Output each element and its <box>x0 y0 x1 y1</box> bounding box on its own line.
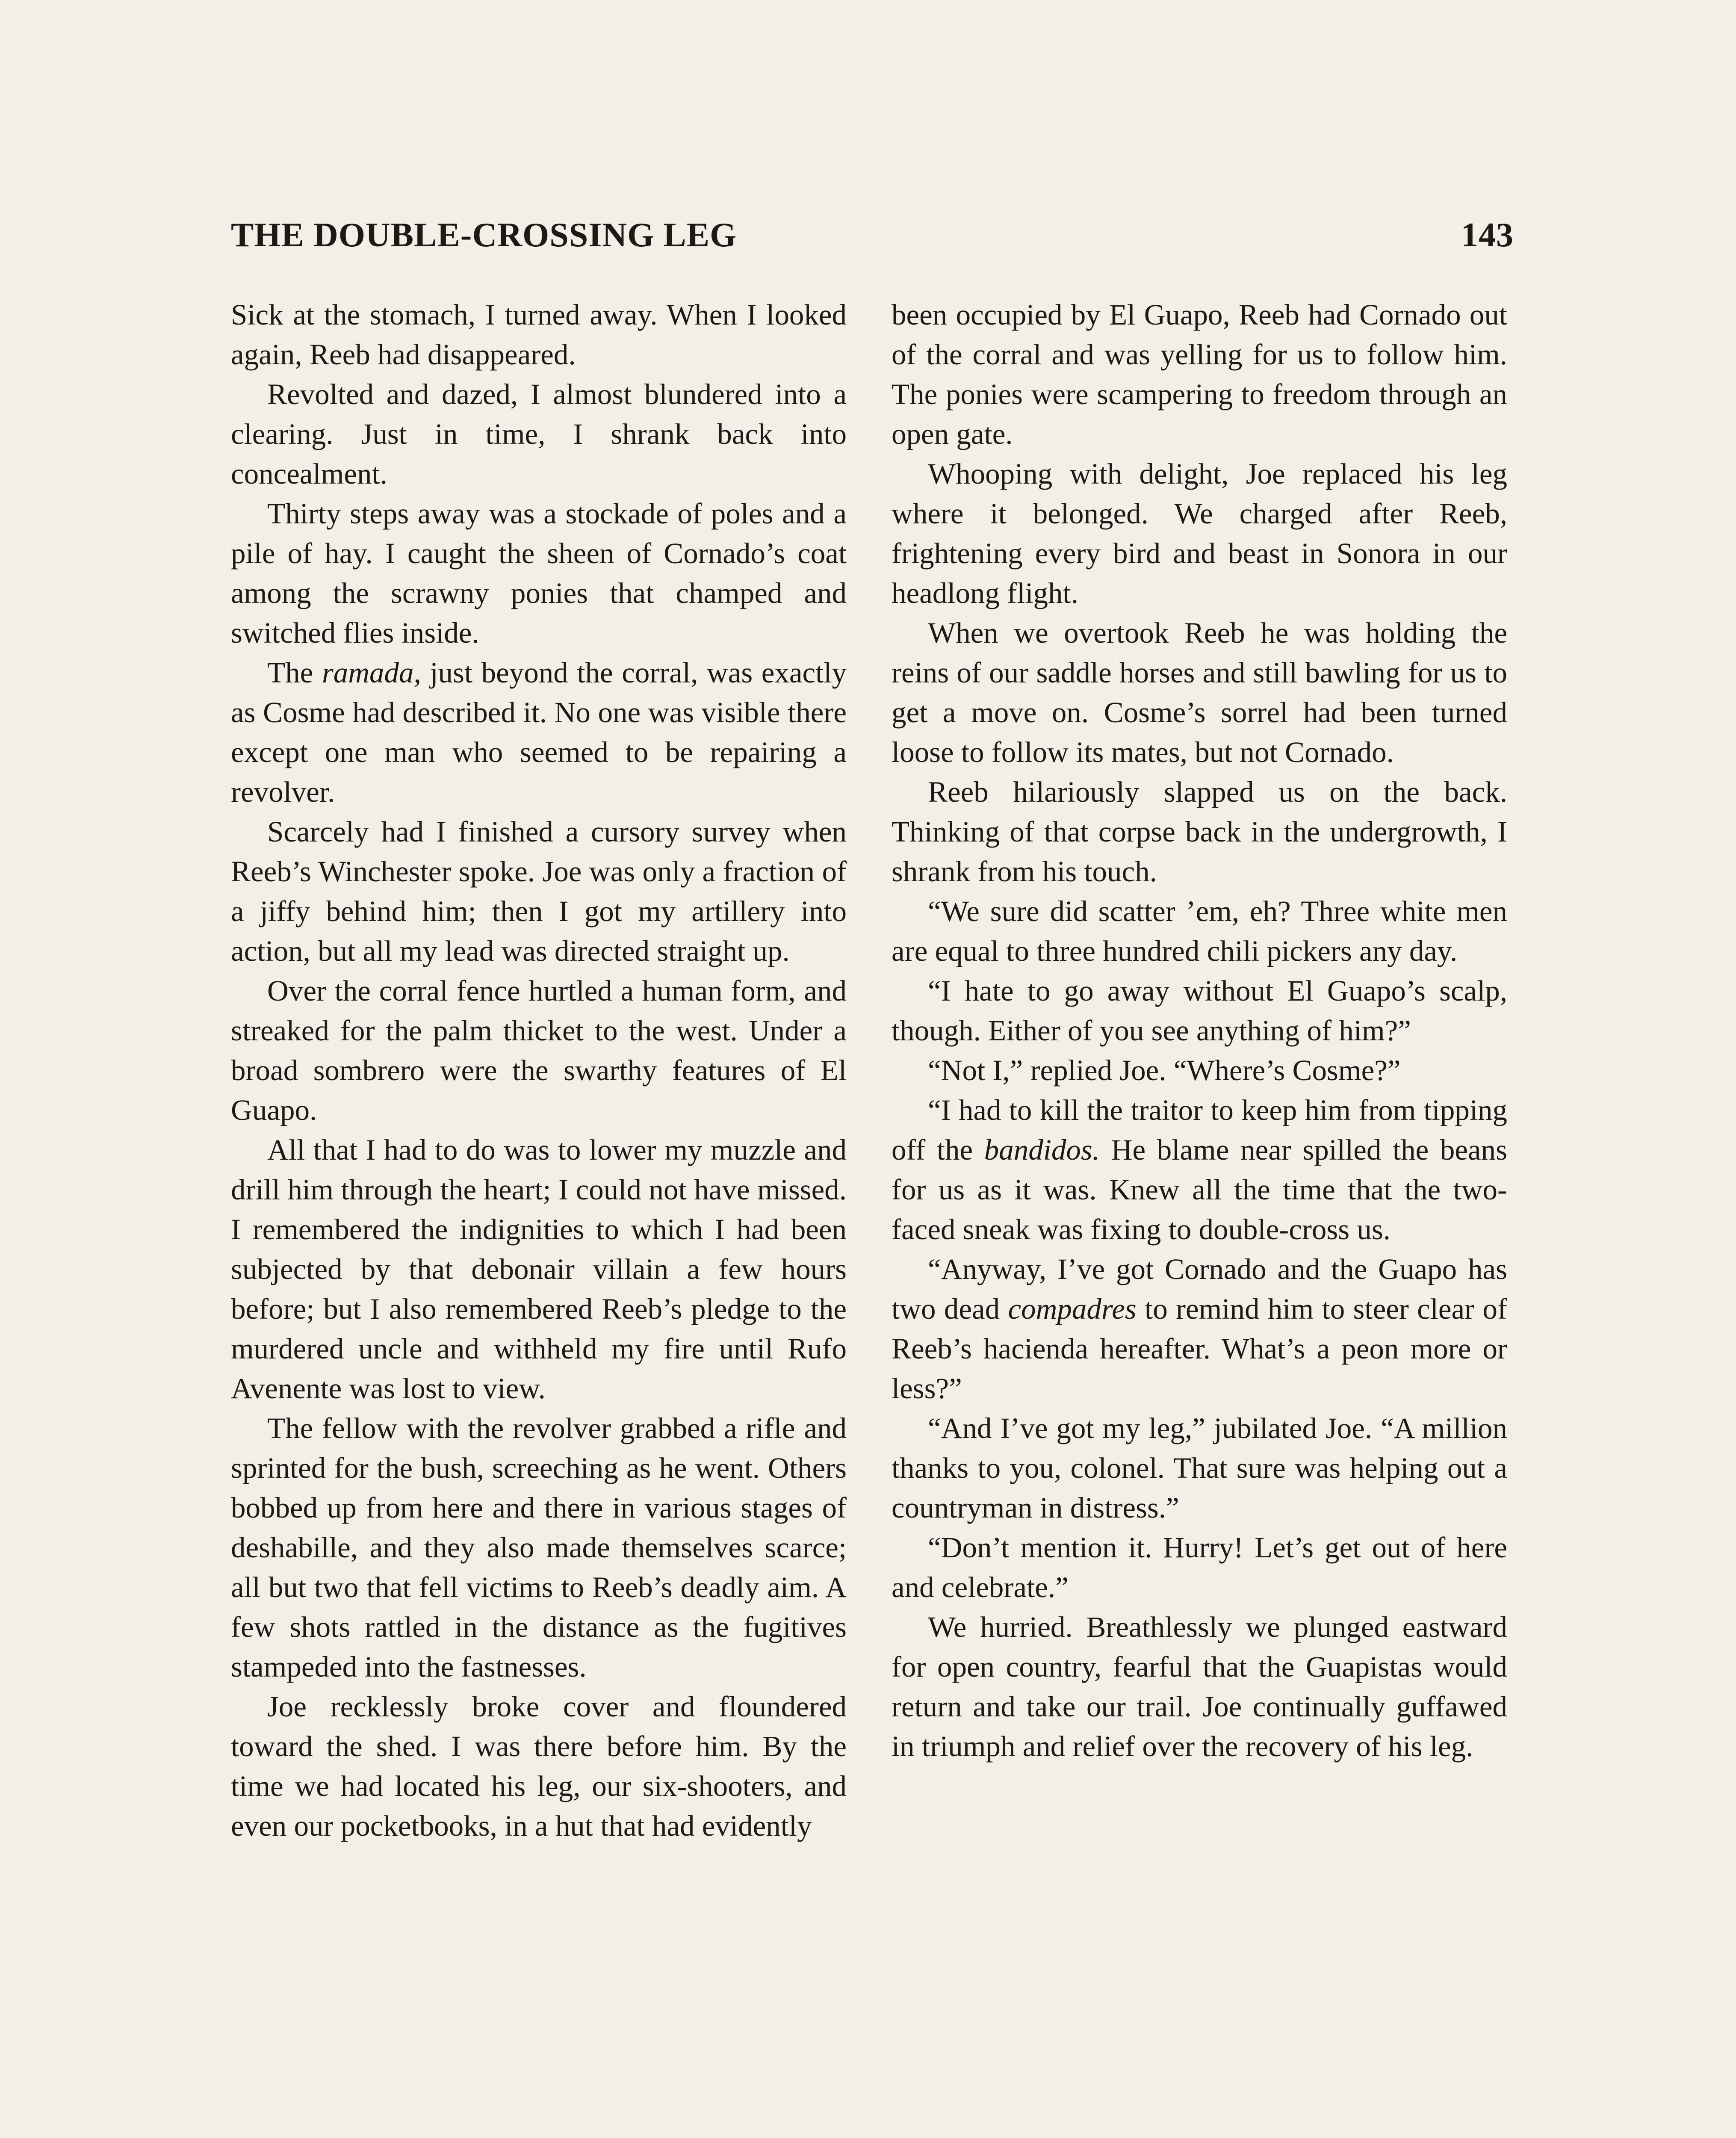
paragraph <box>892 1090 1507 1249</box>
paragraph: “We sure did scatter ’em, eh? Three white men are equal to three hundred chili pickers any day. <box>892 895 1507 967</box>
right-column <box>892 295 1507 2138</box>
italic-word: ramada, <box>322 656 421 689</box>
paragraph: been occupied by El Guapo, Reeb had Cornado out of the corral and was yelling for us to follow him. The ponies were scampering to freedom through an open gate. <box>892 298 1507 450</box>
paragraph: Revolted and dazed, I almost blundered into a clearing. Just in time, I shrank back into concealment. <box>231 378 847 490</box>
paragraph: “Don’t mention it. Hurry! Let’s get out of here and celebrate.” <box>892 1531 1507 1604</box>
text-run: He blame near spilled the beans for us as it was. Knew all the time that the two-faced sneak was fixing to double-cross us. <box>892 1134 1507 1246</box>
running-head <box>231 216 1514 263</box>
paragraph: Whooping with delight, Joe replaced his leg where it belonged. We charged after Reeb, frightening every bird and beast in Sonora in our headlong flight. <box>892 458 1507 609</box>
paragraph <box>892 1249 1507 1409</box>
text-run: The <box>267 656 322 689</box>
paragraph: “And I’ve got my leg,” jubilated Joe. “A million thanks to you, colonel. That sure was helping out a countryman in distress.” <box>892 1412 1507 1524</box>
page-number: 143 <box>1461 216 1514 254</box>
text-run: to remind him to steer clear of Reeb’s hacienda hereafter. What’s a peon more or less?” <box>892 1293 1507 1405</box>
text-run: just beyond the corral, was exactly as Cosme had described it. No one was visible there except one man who seemed to be repairing a revolver. <box>231 656 847 808</box>
paragraph: We hurried. Breathlessly we plunged eastward for open country, fearful that the Guapistas would return and take our trail. Joe continually guffawed in triumph and relief over the recovery of his leg. <box>892 1611 1507 1763</box>
running-title: THE DOUBLE-CROSSING LEG <box>231 216 737 254</box>
text-run: “Anyway, I’ve got Cornado and the Guapo has two dead <box>892 1253 1507 1325</box>
italic-word: compadres <box>1008 1293 1137 1325</box>
paragraph: When we overtook Reeb he was holding the reins of our saddle horses and still bawling for us to get a move on. Cosme’s sorrel had been turned loose to follow its mates, but not Cornado. <box>892 617 1507 768</box>
paragraph: Thirty steps away was a stockade of poles and a pile of hay. I caught the sheen of Cornado’s coat among the scrawny ponies that champed and switched flies inside. <box>231 497 847 649</box>
paragraph: Sick at the stomach, I turned away. When I looked again, Reeb had disappeared. <box>231 298 847 371</box>
text-run: “I had to kill the traitor to keep him from tipping off the <box>892 1094 1507 1166</box>
paragraph: Scarcely had I finished a cursory survey when Reeb’s Winchester spoke. Joe was only a fraction of a jiffy behind him; then I got my artillery into action, but all my lead was directed straight up. <box>231 815 847 967</box>
italic-word: bandidos. <box>984 1134 1100 1166</box>
paragraph: “Not I,” replied Joe. “Where’s Cosme?” <box>928 1054 1401 1087</box>
paragraph <box>231 653 847 812</box>
paragraph: Reeb hilariously slapped us on the back. Thinking of that corpse back in the undergrowth, I shrank from his touch. <box>892 776 1507 888</box>
paragraph: All that I had to do was to lower my muzzle and drill him through the heart; I could not have missed. I remembered the indignities to which I had been subjected by that debonair villain a few hours before; but I also remembered Reeb’s pledge to the murdered uncle and withheld my fire until Rufo Avenente was lost to view. <box>231 1134 847 1405</box>
paragraph: Joe recklessly broke cover and floundered toward the shed. I was there before him. By the time we had located his leg, our six-shooters, and even our pocketbooks, in a hut that had evidently <box>231 1690 847 1842</box>
paragraph: “I hate to go away without El Guapo’s scalp, though. Either of you see anything of him?” <box>892 975 1507 1047</box>
paragraph: The fellow with the revolver grabbed a rifle and sprinted for the bush, screeching as he went. Others bobbed up from here and there in various stages of deshabille, and they also made themselves scarce; all but two that fell victims to Reeb’s deadly aim. A few shots rattled in the distance as the fugitives stampeded into the fastnesses. <box>231 1412 847 1683</box>
left-column <box>231 295 847 2138</box>
paragraph: Over the corral fence hurtled a human form, and streaked for the palm thicket to the west. Under a broad sombrero were the swarthy features of El Guapo. <box>231 975 847 1126</box>
